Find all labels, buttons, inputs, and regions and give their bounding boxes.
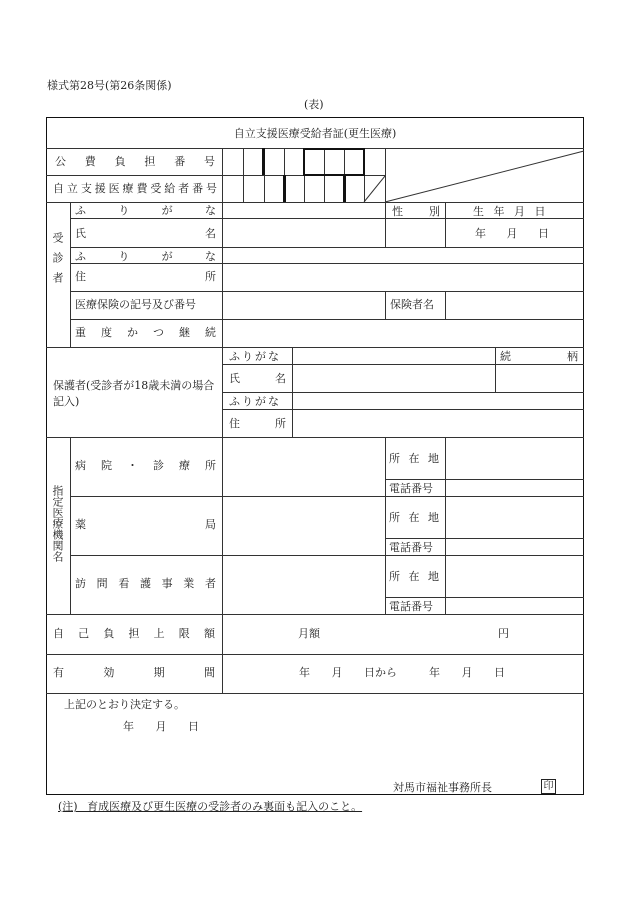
sex-label: 性 別 bbox=[392, 205, 440, 218]
insurance-number-label: 医療保険の記号及び番号 bbox=[75, 298, 196, 311]
public-payer-number-label: 公 費 負 担 番 号 bbox=[55, 155, 215, 168]
birth-date-label: 生 年 月 日 bbox=[473, 205, 546, 218]
nurse-location-label: 所 在 地 bbox=[389, 570, 439, 583]
patient-furigana-label: ふ り が な bbox=[75, 204, 216, 217]
guardian-furigana-2-label: ふりがな bbox=[229, 395, 281, 408]
guardian-address-label: 住 所 bbox=[229, 417, 286, 430]
guardian-furigana-label: ふりがな bbox=[229, 350, 281, 363]
visiting-nurse-label: 訪 問 看 護 事 業 者 bbox=[75, 577, 216, 590]
nurse-phone-label: 電話番号 bbox=[389, 600, 433, 613]
period-label: 有 効 期 間 bbox=[53, 666, 215, 679]
patient-furigana-2-label: ふ り が な bbox=[75, 250, 216, 263]
limit-label: 自 己 負 担 上 限 額 bbox=[53, 627, 215, 640]
hospital-phone-label: 電話番号 bbox=[389, 482, 433, 495]
hospital-location-label: 所 在 地 bbox=[389, 452, 439, 465]
issuer-label: 対馬市福祉事務所長 bbox=[393, 781, 492, 794]
monthly-label: 月額 bbox=[298, 627, 320, 640]
decision-date: 年 月 日 bbox=[123, 720, 199, 733]
side-label: (表) bbox=[304, 98, 324, 111]
patient-name-label: 氏 名 bbox=[75, 227, 216, 240]
footnote: (注) 育成医療及び更生医療の受診者のみ裏面も記入のこと。 bbox=[58, 800, 363, 813]
pharmacy-location-label: 所 在 地 bbox=[389, 511, 439, 524]
form-number: 様式第28号(第26条関係) bbox=[47, 79, 172, 92]
guardian-name-label: 氏 名 bbox=[229, 372, 286, 385]
guardian-label: 保護者(受診者が18歳未満の場合記入) bbox=[53, 379, 215, 408]
relationship-label: 続 柄 bbox=[500, 350, 578, 363]
birth-date-value: 年 月 日 bbox=[475, 227, 549, 240]
pharmacy-label: 薬 局 bbox=[75, 518, 216, 531]
patient-address-label: 住 所 bbox=[75, 270, 216, 283]
yen-label: 円 bbox=[498, 627, 509, 640]
hospital-label: 病 院 ・ 診 療 所 bbox=[75, 459, 216, 472]
period-from-date: 年 月 日から bbox=[299, 666, 397, 679]
period-to-date: 年 月 日 bbox=[429, 666, 505, 679]
seal-mark: 印 bbox=[541, 779, 556, 794]
medical-group-label: 指定医療機関名 bbox=[51, 485, 64, 562]
pharmacy-phone-label: 電話番号 bbox=[389, 541, 433, 554]
patient-group-label: 受診者 bbox=[51, 232, 64, 292]
severe-continuous-label: 重 度 か つ 継 続 bbox=[75, 326, 216, 339]
recipient-number-label: 自 立 支 援 医 療 費 受 給 者 番 号 bbox=[53, 182, 217, 195]
form-title: 自立支援医療受給者証(更生医療) bbox=[233, 127, 397, 140]
insurer-name-label: 保険者名 bbox=[390, 298, 434, 311]
decision-text: 上記のとおり決定する。 bbox=[64, 698, 185, 711]
